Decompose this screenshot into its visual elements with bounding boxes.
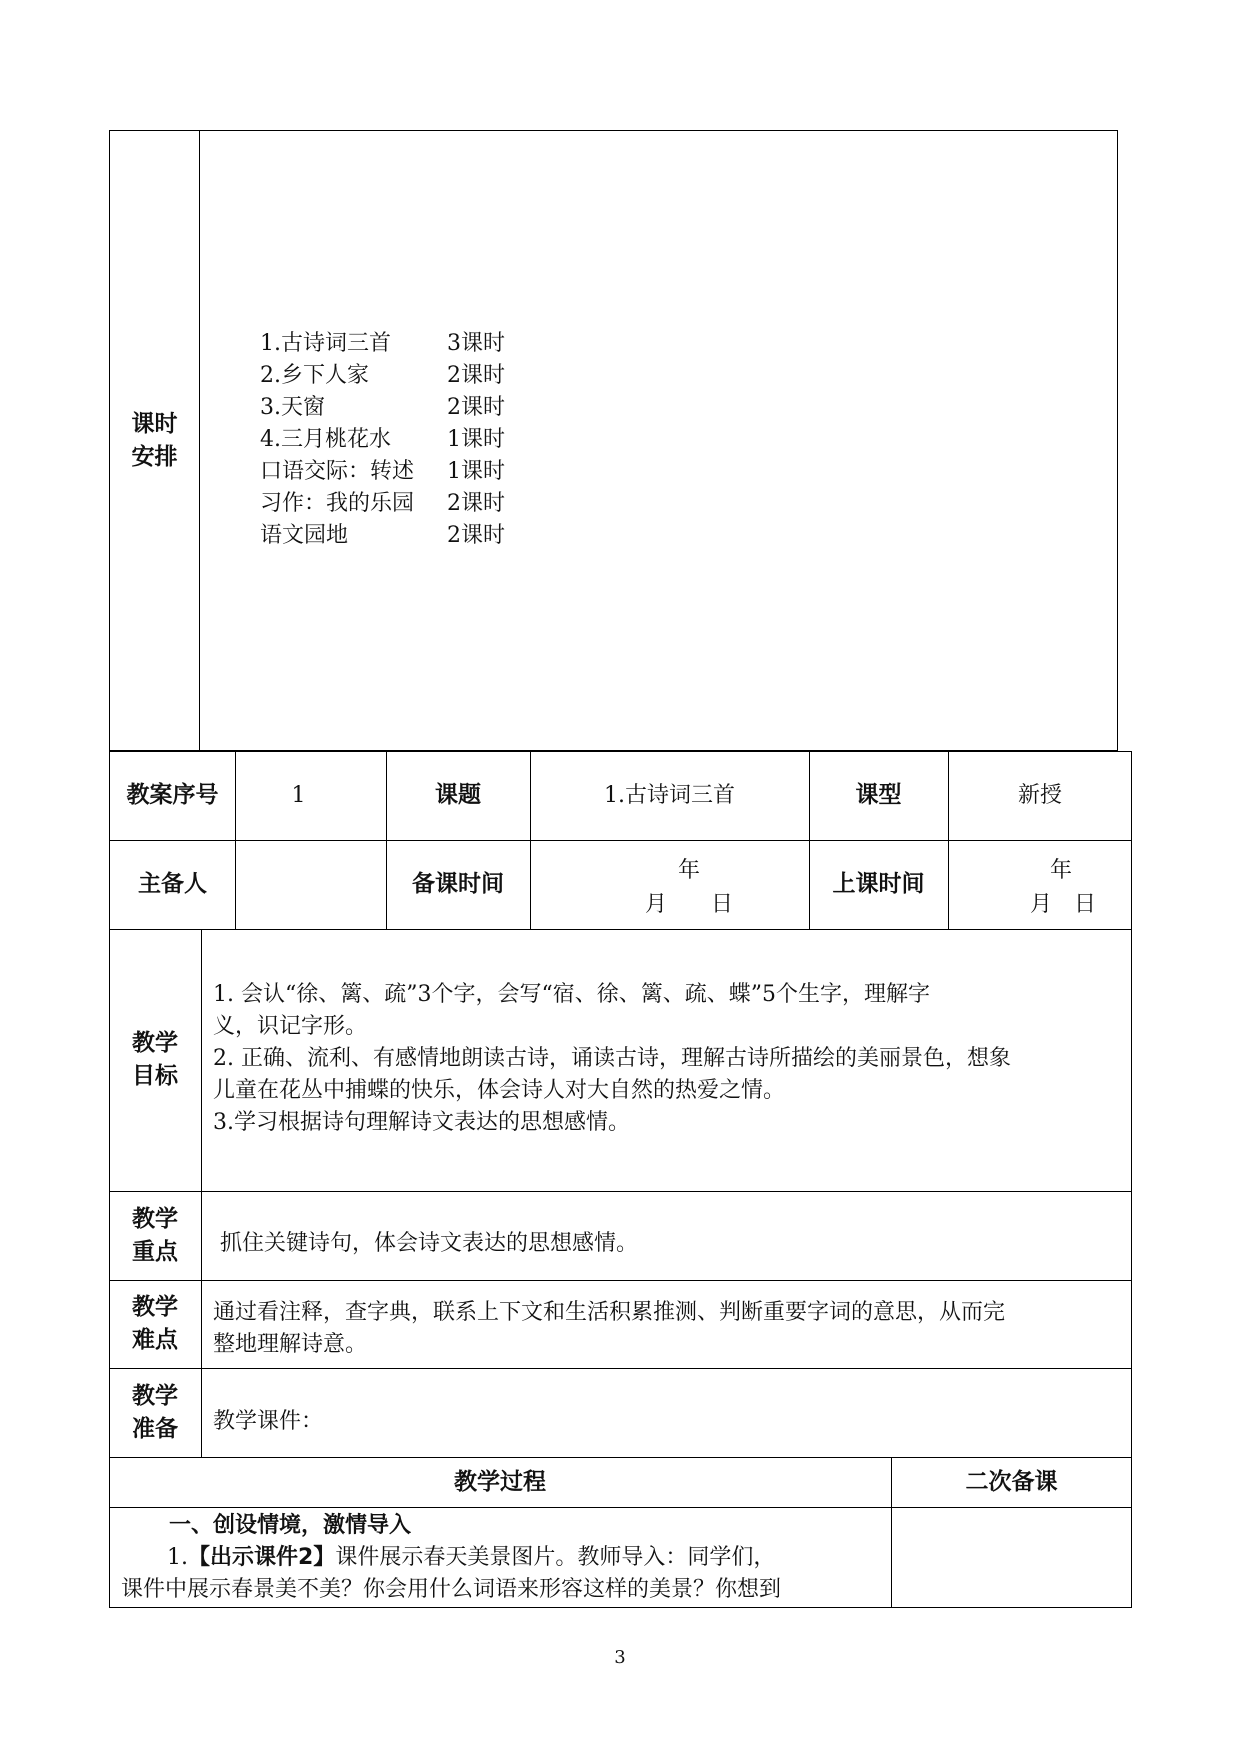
topic-value: 1.古诗词三首 <box>604 782 735 808</box>
class-time-value <box>948 840 1132 929</box>
schedule-item-name: 4.三月桃花水 <box>260 427 391 452</box>
preparation-label-line1: 教学 <box>132 1382 178 1409</box>
objectives-label <box>109 929 201 1191</box>
preparer-value <box>236 840 386 929</box>
objective-line: 2. 正确、流利、有感情地朗读古诗，诵读古诗，理解古诗所描绘的美丽景色，想象 <box>213 1046 1011 1071</box>
objectives-label-line1: 教学 <box>132 1030 178 1056</box>
row-line <box>109 1368 1132 1369</box>
prep-month-day: 月 日 <box>645 892 734 917</box>
objective-line: 3.学习根据诗句理解诗文表达的思想感情。 <box>213 1110 630 1135</box>
objectives-content <box>213 979 1123 1139</box>
schedule-item-hours: 1课时 <box>447 427 505 452</box>
prep-time-value <box>530 840 809 929</box>
col-line <box>201 929 202 1457</box>
difficulties-label-line1: 教学 <box>132 1294 178 1320</box>
difficulties-content <box>213 1297 1123 1361</box>
row-line <box>109 1191 1132 1192</box>
schedule-item-name: 1.古诗词三首 <box>260 331 391 356</box>
schedule-item-hours: 3课时 <box>447 331 505 356</box>
step-highlight: 【出示课件2】 <box>188 1545 336 1570</box>
schedule-item-hours: 1课时 <box>447 459 505 484</box>
schedule-item-hours: 2课时 <box>447 523 505 548</box>
schedule-item <box>260 392 580 424</box>
page-number: 3 <box>614 1647 626 1668</box>
difficulties-label <box>109 1280 201 1368</box>
schedule-item <box>260 520 580 552</box>
prep-time-label: 备课时间 <box>412 871 504 897</box>
topic-label: 课题 <box>435 782 481 808</box>
schedule-item-name: 习作：我的乐园 <box>260 491 415 516</box>
preparation-label <box>109 1368 201 1457</box>
schedule-item-hours: 2课时 <box>447 363 505 388</box>
process-step-continuation: 课件中展示春景美不美？你会用什么词语来形容这样的美景？你想到 <box>121 1577 782 1602</box>
difficulty-line: 整地理解诗意。 <box>213 1332 368 1357</box>
schedule-label-line2: 安排 <box>131 443 178 470</box>
class-year: 年 <box>1050 858 1073 883</box>
section-title: 一、创设情境，激情导入 <box>169 1513 412 1538</box>
schedule-item <box>260 488 580 520</box>
key-points-label <box>109 1191 201 1280</box>
schedule-item-name: 口语交际：转述 <box>260 459 415 484</box>
process-header: 教学过程 <box>454 1468 546 1495</box>
schedule-item <box>260 328 580 360</box>
step-text: 课件展示春天美景图片。教师导入：同学们， <box>335 1545 776 1570</box>
preparer-label: 主备人 <box>138 871 207 897</box>
schedule-item-hours: 2课时 <box>447 491 505 516</box>
preparation-content: 教学课件： <box>213 1409 324 1434</box>
seq-label: 教案序号 <box>126 782 219 808</box>
schedule-item <box>260 360 580 392</box>
step-prefix: 1. <box>167 1545 188 1570</box>
class-month-day: 月 日 <box>1030 892 1097 917</box>
class-time-label: 上课时间 <box>832 871 925 897</box>
row-line <box>109 1507 1132 1508</box>
difficulty-line: 通过看注释，查字典，联系上下文和生活积累推测、判断重要字词的意思，从而完 <box>213 1300 1006 1325</box>
schedule-item-name: 2.乡下人家 <box>260 363 369 388</box>
objective-line: 1. 会认“徐、篱、疏”3个字，会写“宿、徐、篱、疏、蝶”5个生字，理解字 <box>213 982 930 1007</box>
schedule-list <box>260 328 580 552</box>
schedule-item <box>260 456 580 488</box>
process-content <box>109 1510 891 1606</box>
preparation-label-line2: 准备 <box>132 1415 178 1442</box>
objective-line: 儿童在花丛中捕蝶的快乐，体会诗人对大自然的热爱之情。 <box>213 1078 786 1103</box>
key-points-label-line2: 重点 <box>132 1238 178 1265</box>
key-points-content: 抓住关键诗句，体会诗文表达的思想感情。 <box>220 1231 639 1256</box>
objectives-label-line2: 目标 <box>132 1063 178 1089</box>
secondary-prep-header: 二次备课 <box>965 1468 1058 1495</box>
type-label: 课型 <box>855 782 902 808</box>
schedule-item-hours: 2课时 <box>447 395 505 420</box>
schedule-label <box>109 130 200 751</box>
schedule-label-line1: 课时 <box>131 410 178 437</box>
key-points-label-line1: 教学 <box>132 1205 178 1232</box>
seq-value: 1 <box>291 782 306 808</box>
schedule-item <box>260 424 580 456</box>
objective-line: 义，识记字形。 <box>213 1014 368 1039</box>
difficulties-label-line2: 难点 <box>132 1327 178 1353</box>
schedule-item-name: 3.天窗 <box>260 395 325 420</box>
process-step <box>167 1542 775 1574</box>
type-value: 新授 <box>1017 782 1062 808</box>
row-line <box>109 1280 1132 1281</box>
prep-year: 年 <box>678 858 701 883</box>
row-line <box>109 929 1132 930</box>
schedule-item-name: 语文园地 <box>260 523 349 548</box>
